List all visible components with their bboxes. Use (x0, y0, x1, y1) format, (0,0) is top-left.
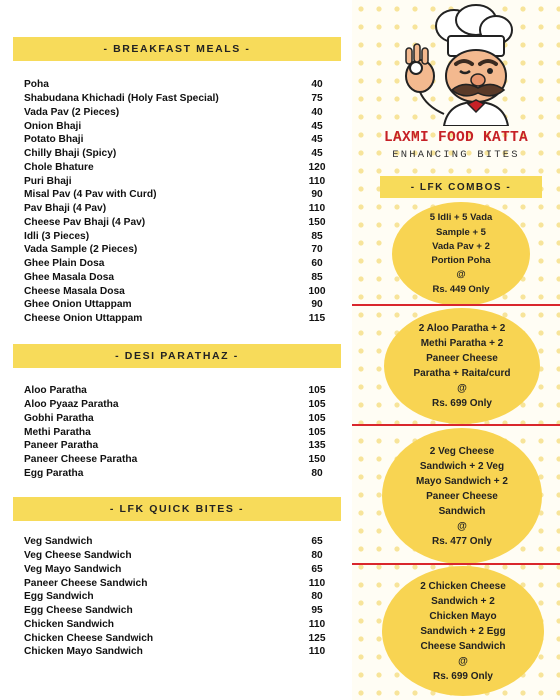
menu-item (24, 549, 330, 563)
menu-item-price: 135 (308, 440, 326, 452)
menu-item (24, 106, 330, 120)
menu-item-price: 105 (308, 399, 326, 411)
menu-item (24, 216, 330, 230)
menu-item (24, 467, 330, 481)
menu-item-price: 40 (311, 106, 323, 118)
menu-item-price: 150 (308, 454, 326, 466)
menu-item-price: 95 (311, 605, 323, 617)
menu-item-price: 90 (311, 189, 323, 201)
menu-item-price: 105 (308, 426, 326, 438)
menu-item (24, 257, 330, 271)
combo-divider-2 (352, 424, 560, 426)
combo-text-2 (414, 321, 511, 411)
combo-circle-4 (382, 566, 544, 696)
combo-line: @ (457, 383, 467, 394)
menu-item-name: Paneer Paratha (24, 440, 99, 452)
menu-item-price: 115 (308, 313, 326, 325)
menu-item-name: Puri Bhaji (24, 175, 72, 187)
combo-line: @ (457, 520, 467, 532)
menu-item (24, 645, 330, 659)
menu-item (24, 298, 330, 312)
menu-item (24, 398, 330, 412)
menu-item-name: Aloo Paratha (24, 385, 87, 397)
menu-item (24, 312, 330, 326)
menu-item-price: 85 (311, 271, 323, 283)
menu-item-name: Ghee Masala Dosa (24, 271, 115, 283)
menu-item-name: Veg Cheese Sandwich (24, 550, 132, 562)
menu-item-name: Idli (3 Pieces) (24, 230, 90, 242)
combo-line: Rs. 449 Only (432, 283, 490, 295)
menu-item-name: Cheese Onion Uttappam (24, 313, 143, 325)
combo-line: Sandwich (438, 505, 486, 517)
brand-tagline: ENHANCING BITES (392, 149, 520, 161)
menu-item (24, 161, 330, 175)
menu-item-name: Pav Bhaji (4 Pav) (24, 203, 107, 215)
menu-item-price: 40 (311, 79, 323, 91)
brand-name: LAXMI FOOD KATTA (383, 130, 529, 146)
combo-circle-1 (392, 202, 530, 306)
combo-line: 2 Chicken Cheese (420, 580, 506, 592)
menu-item (24, 147, 330, 161)
combo-divider-1 (352, 304, 560, 306)
combo-line: Rs. 477 Only (431, 535, 492, 547)
menu-item-name: Aloo Pyaaz Paratha (24, 399, 119, 411)
menu-item-price: 80 (311, 550, 323, 562)
menu-item-name: Paneer Cheese Paratha (24, 454, 138, 466)
menu-item (24, 590, 330, 604)
menu-item-name: Onion Bhaji (24, 120, 82, 132)
menu-item (24, 92, 330, 106)
menu-item-price: 45 (311, 120, 323, 132)
menu-item-price: 110 (308, 577, 326, 589)
section-header-breakfast: - BREAKFAST MEALS - (13, 37, 341, 61)
menu-item-name: Veg Mayo Sandwich (24, 563, 122, 575)
combo-line: Paneer Cheese (426, 353, 498, 364)
menu-item (24, 439, 330, 453)
menu-item-price: 100 (308, 285, 326, 297)
combo-line: 2 Aloo Paratha + 2 (418, 323, 506, 334)
menu-item (24, 202, 330, 216)
combo-line: Rs. 699 Only (431, 398, 492, 409)
combo-line: @ (458, 655, 468, 667)
combo-line: Cheese Sandwich (420, 640, 506, 652)
combo-line: Sandwich + 2 Veg (419, 460, 505, 472)
combo-line: 2 Veg Cheese (429, 445, 495, 457)
menu-item (24, 425, 330, 439)
menu-item-price: 80 (311, 467, 323, 479)
combo-line: Sample + 5 (436, 226, 486, 238)
menu-item-name: Poha (24, 79, 49, 91)
menu-item (24, 188, 330, 202)
menu-item-price: 105 (308, 385, 326, 397)
combo-text-1 (430, 211, 493, 297)
combo-line: Mayo Sandwich + 2 (416, 475, 508, 487)
menu-item-name: Shabudana Khichadi (Holy Fast Special) (24, 93, 219, 105)
menu-item-name: Cheese Pav Bhaji (4 Pav) (24, 216, 146, 228)
menu-item (24, 618, 330, 632)
menu-item-name: Paneer Cheese Sandwich (24, 577, 148, 589)
menu-item (24, 133, 330, 147)
combos-header: - LFK COMBOS - (380, 176, 542, 198)
menu-item (24, 384, 330, 398)
menu-item-price: 125 (308, 632, 326, 644)
menu-item-price: 45 (311, 134, 323, 146)
menu-item-name: Chicken Mayo Sandwich (24, 646, 143, 658)
combo-line: Chicken Mayo (429, 610, 497, 622)
combo-text-3 (416, 444, 508, 549)
parathaz-list (24, 384, 330, 480)
menu-item-name: Ghee Onion Uttappam (24, 299, 132, 311)
menu-item-name: Chicken Sandwich (24, 618, 115, 630)
menu-item-name: Cheese Masala Dosa (24, 285, 125, 297)
section-header-parathaz: - DESI PARATHAZ - (13, 344, 341, 368)
menu-item-price: 120 (308, 161, 326, 173)
menu-item-price: 80 (311, 591, 323, 603)
combo-divider-3 (352, 563, 560, 565)
menu-item-name: Methi Paratha (24, 426, 91, 438)
combo-line: Sandwich + 2 Egg (420, 625, 506, 637)
menu-item (24, 576, 330, 590)
menu-item-name: Egg Sandwich (24, 591, 94, 603)
menu-item (24, 229, 330, 243)
menu-item-price: 45 (311, 148, 323, 160)
menu-item (24, 243, 330, 257)
menu-item-price: 110 (308, 175, 326, 187)
menu-item-name: Chole Bhature (24, 161, 94, 173)
menu-item-price: 70 (311, 244, 323, 256)
menu-item (24, 535, 330, 549)
combo-circle-3 (382, 428, 542, 564)
menu-item-price: 150 (308, 216, 326, 228)
menu-item-price: 60 (311, 258, 323, 270)
menu-item-name: Chicken Cheese Sandwich (24, 632, 154, 644)
combo-line: Vada Pav + 2 (432, 240, 490, 252)
menu-item (24, 284, 330, 298)
combo-line: @ (456, 269, 466, 281)
menu-item-name: Vada Sample (2 Pieces) (24, 244, 138, 256)
chef-mascot-icon (392, 4, 542, 126)
section-header-quickbites: - LFK QUICK BITES - (13, 497, 341, 521)
combo-line: Sandwich + 2 (431, 595, 495, 607)
menu-item-name: Egg Paratha (24, 467, 84, 479)
menu-item (24, 453, 330, 467)
menu-item-price: 110 (308, 203, 326, 215)
menu-item-name: Veg Sandwich (24, 536, 93, 548)
menu-item-name: Misal Pav (4 Pav with Curd) (24, 189, 157, 201)
menu-item (24, 174, 330, 188)
combo-circle-2 (384, 308, 540, 424)
menu-item-name: Vada Pav (2 Pieces) (24, 106, 120, 118)
menu-item-price: 65 (311, 536, 323, 548)
combo-line: Methi Paratha + 2 (420, 338, 504, 349)
menu-item-price: 110 (308, 618, 326, 630)
menu-item (24, 271, 330, 285)
menu-item-name: Potato Bhaji (24, 134, 84, 146)
menu-item-price: 105 (308, 412, 326, 424)
menu-item-price: 85 (311, 230, 323, 242)
menu-item-name: Ghee Plain Dosa (24, 258, 105, 270)
combo-line: Portion Poha (431, 255, 491, 266)
combo-line: Paratha + Raita/curd (413, 368, 511, 379)
menu-item-name: Gobhi Paratha (24, 412, 94, 424)
quickbites-list (24, 535, 330, 659)
menu-item (24, 119, 330, 133)
menu-item (24, 563, 330, 577)
combo-text-4 (420, 579, 506, 684)
menu-item-price: 65 (311, 563, 323, 575)
combo-line: 5 Idli + 5 Vada (429, 212, 493, 224)
menu-item-name: Egg Cheese Sandwich (24, 605, 133, 617)
menu-item (24, 412, 330, 426)
menu-item-price: 75 (311, 93, 323, 105)
menu-item-price: 90 (311, 299, 323, 311)
menu-item-name: Chilly Bhaji (Spicy) (24, 148, 117, 160)
menu-item-price: 110 (308, 646, 326, 658)
breakfast-list (24, 78, 330, 326)
menu-item (24, 78, 330, 92)
combo-line: Rs. 699 Only (432, 670, 493, 682)
menu-item (24, 604, 330, 618)
combo-line: Paneer Cheese (426, 490, 498, 502)
menu-item (24, 631, 330, 645)
